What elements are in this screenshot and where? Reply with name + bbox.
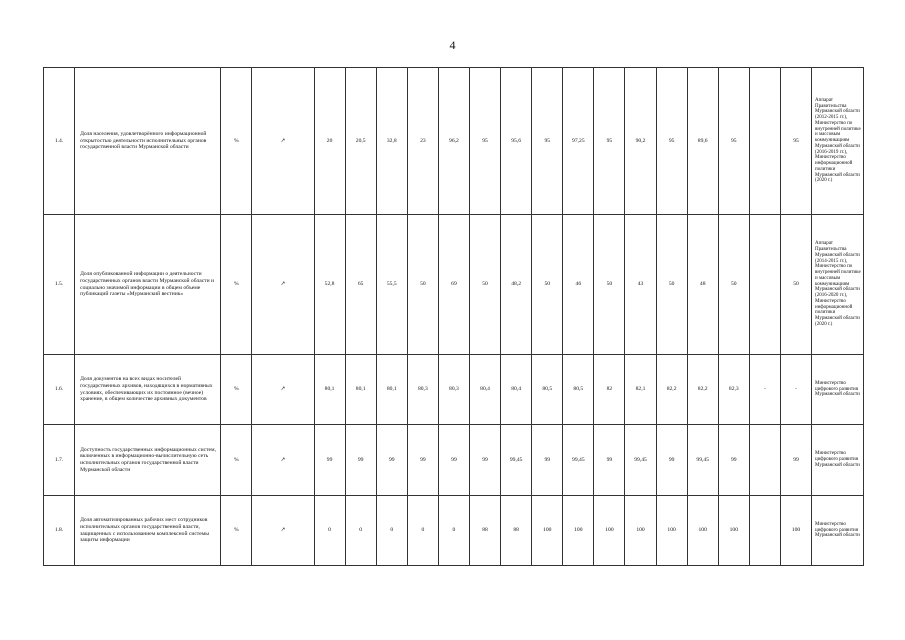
value-cell: 99 (345, 425, 376, 496)
value-cell: 95 (594, 68, 625, 215)
value-cell: 99 (407, 425, 438, 496)
value-cell: 82,3 (718, 355, 749, 425)
row-number: 1.8. (44, 496, 75, 566)
row-number: 1.5. (44, 215, 75, 355)
value-cell (749, 68, 780, 215)
value-cell: 50 (470, 215, 501, 355)
table-row (44, 68, 864, 215)
value-cell: 99 (532, 425, 563, 496)
responsible-executor: Аппарат Правительства Мурманской области (2012-2015 гг.), Министерство по внутренней политике и массовым коммуникациям Мурманской области (2016-2019 гг.), Министерство информационной политики Мурманской области (2020 г.) (812, 68, 864, 215)
value-cell: 0 (376, 496, 407, 566)
value-cell: 95,6 (501, 68, 532, 215)
value-cell: 0 (314, 496, 345, 566)
page-number: 4 (449, 38, 456, 52)
value-cell: 99,45 (501, 425, 532, 496)
value-cell: 99,45 (625, 425, 656, 496)
table-row (44, 355, 864, 425)
value-cell: 90,2 (625, 68, 656, 215)
indicator-name: Доля документов на всех видах носителей государственных архивов, находящихся в нормативных условиях, обеспечивающих их постоянное (вечное) хранение, в общем количестве архивных документов (75, 355, 221, 425)
unit-cell: % (221, 496, 252, 566)
value-cell: 80,5 (563, 355, 594, 425)
value-cell: - (749, 355, 780, 425)
value-cell: 99 (470, 425, 501, 496)
value-cell: 97,25 (563, 68, 594, 215)
value-cell: 80,1 (314, 355, 345, 425)
value-cell (749, 425, 780, 496)
value-cell: 23 (407, 68, 438, 215)
value-cell: 99 (718, 425, 749, 496)
value-cell: 100 (625, 496, 656, 566)
value-cell: 95 (780, 68, 811, 215)
responsible-executor: Министерство цифрового развития Мурманской области (812, 496, 864, 566)
value-cell: 46 (563, 215, 594, 355)
value-cell: 80,3 (407, 355, 438, 425)
value-cell: 95 (470, 68, 501, 215)
value-cell: 50 (718, 215, 749, 355)
value-cell: 65 (345, 215, 376, 355)
value-cell: 95 (532, 68, 563, 215)
indicator-name: Доля автоматизированных рабочих мест сотрудников исполнительных органов государственной власти, защищенных с использованием комплексной системы защиты информации (75, 496, 221, 566)
value-cell: 20 (314, 68, 345, 215)
responsible-executor: Министерство цифрового развития Мурманской области (812, 425, 864, 496)
value-cell: 52,8 (314, 215, 345, 355)
value-cell: 80,1 (376, 355, 407, 425)
value-cell: 95 (656, 68, 687, 215)
value-cell: 50 (656, 215, 687, 355)
unit-cell: % (221, 215, 252, 355)
value-cell: 50 (594, 215, 625, 355)
value-cell: 80,4 (470, 355, 501, 425)
trend-direction: ↗ (252, 355, 314, 425)
value-cell (749, 496, 780, 566)
value-cell: 20,5 (345, 68, 376, 215)
value-cell: 82,2 (656, 355, 687, 425)
value-cell: 100 (780, 496, 811, 566)
responsible-executor: Аппарат Правительства Мурманской области (2014-2015 гг.), Министерство по внутренней политике и массовым коммуникациям Мурманской области (2016-2020 гг.), Министерство информационной политики Мурманской области (2020 г.) (812, 215, 864, 355)
value-cell: 0 (438, 496, 469, 566)
value-cell (749, 215, 780, 355)
row-number: 1.6. (44, 355, 75, 425)
value-cell: 55,5 (376, 215, 407, 355)
table-row (44, 215, 864, 355)
value-cell: 100 (532, 496, 563, 566)
unit-cell: % (221, 68, 252, 215)
value-cell: 99,45 (687, 425, 718, 496)
value-cell: 99 (780, 425, 811, 496)
indicator-name: Доступность государственных информационных систем, включенных в информационно-вычислительную сеть исполнительных органов государственной власти Мурманской области (75, 425, 221, 496)
value-cell: 80,1 (345, 355, 376, 425)
table-row (44, 496, 864, 566)
value-cell: 69 (438, 215, 469, 355)
trend-direction: ↗ (252, 425, 314, 496)
value-cell: 89,6 (687, 68, 718, 215)
value-cell: 88 (501, 496, 532, 566)
value-cell: 82,2 (687, 355, 718, 425)
indicator-name: Доля населения, удовлетворённого информационной открытостью деятельности исполнительных органов государственной власти Мурманской области (75, 68, 221, 215)
value-cell: 82,1 (625, 355, 656, 425)
responsible-executor: Министерство цифрового развития Мурманской области (812, 355, 864, 425)
value-cell: 80,3 (438, 355, 469, 425)
value-cell: 50 (407, 215, 438, 355)
value-cell: 99 (594, 425, 625, 496)
value-cell: 88 (470, 496, 501, 566)
value-cell: 100 (594, 496, 625, 566)
value-cell: 100 (718, 496, 749, 566)
value-cell: 50 (532, 215, 563, 355)
table-row (44, 425, 864, 496)
value-cell: 0 (407, 496, 438, 566)
value-cell: 99,45 (563, 425, 594, 496)
value-cell: - (780, 355, 811, 425)
value-cell: 80,4 (501, 355, 532, 425)
value-cell: 100 (656, 496, 687, 566)
value-cell: 32,8 (376, 68, 407, 215)
unit-cell: % (221, 425, 252, 496)
value-cell: 43 (625, 215, 656, 355)
indicator-name: Доля опубликованной информации о деятельности государственных органов власти Мурманской области и социально значимой информации в общем объеме публикаций газеты «Мурманский вестник» (75, 215, 221, 355)
trend-direction: ↗ (252, 68, 314, 215)
value-cell: 96,2 (438, 68, 469, 215)
trend-direction: ↗ (252, 496, 314, 566)
value-cell: 48,2 (501, 215, 532, 355)
row-number: 1.7. (44, 425, 75, 496)
value-cell: 100 (687, 496, 718, 566)
trend-direction: ↗ (252, 215, 314, 355)
value-cell: 50 (780, 215, 811, 355)
value-cell: 99 (314, 425, 345, 496)
value-cell: 82 (594, 355, 625, 425)
value-cell: 48 (687, 215, 718, 355)
value-cell: 99 (656, 425, 687, 496)
row-number: 1.4. (44, 68, 75, 215)
value-cell: 99 (438, 425, 469, 496)
value-cell: 99 (376, 425, 407, 496)
value-cell: 95 (718, 68, 749, 215)
value-cell: 100 (563, 496, 594, 566)
unit-cell: % (221, 355, 252, 425)
table-body (44, 68, 864, 566)
indicators-table (43, 67, 864, 566)
value-cell: 0 (345, 496, 376, 566)
value-cell: 80,5 (532, 355, 563, 425)
